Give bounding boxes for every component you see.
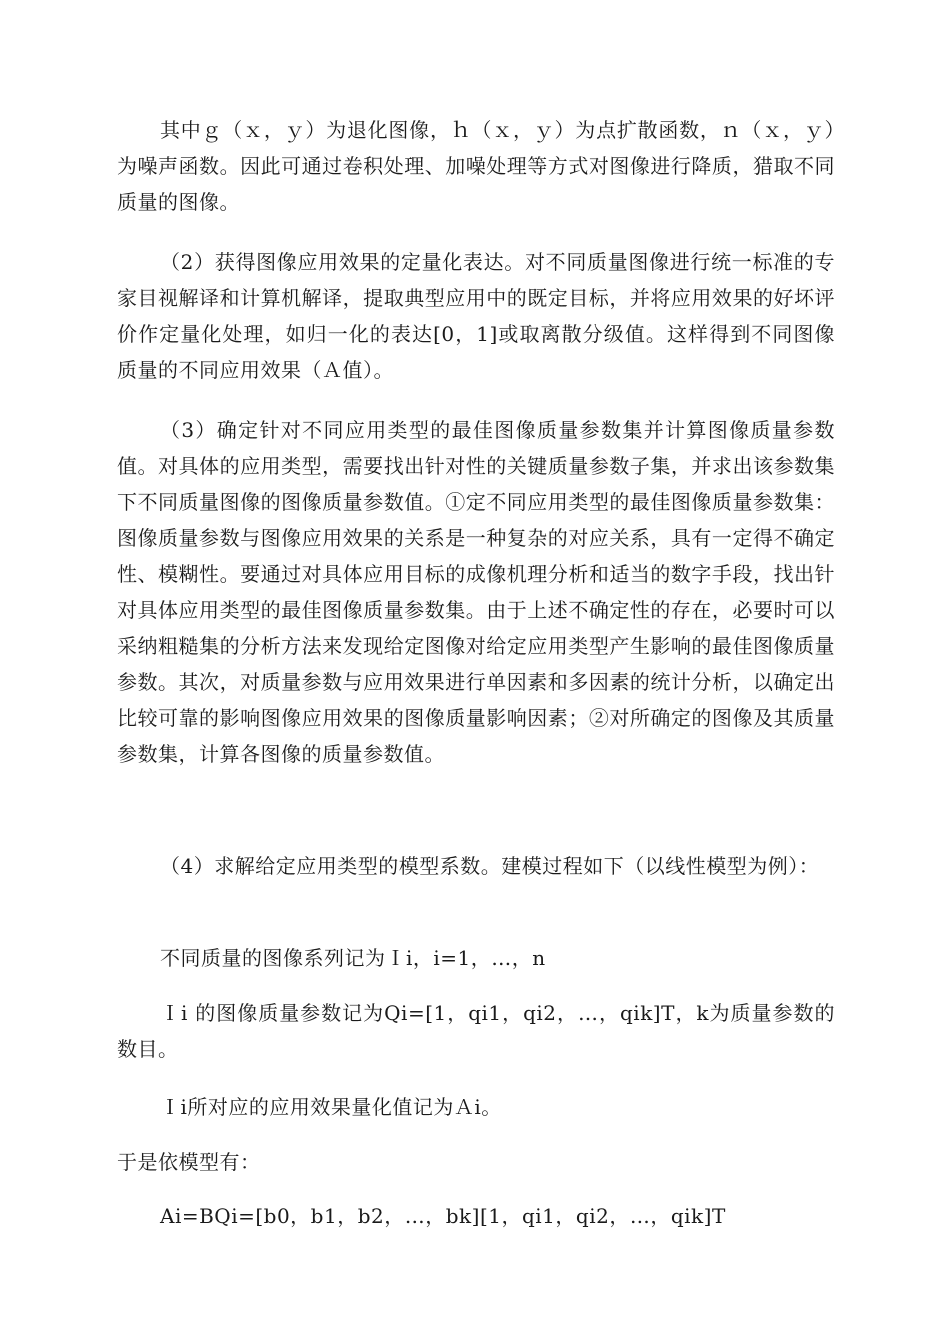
paragraph-quality-params: Ｉi 的图像质量参数记为Qi=[1，qi1，qi2，…，qik]T，k为质量参数的数目。 — [117, 1001, 835, 1061]
paragraph-step-2: （2）获得图像应用效果的定量化表达。对不同质量图像进行统一标准的专家目视解译和计算机解译，提取典型应用中的既定目标，并将应用效果的好坏评价作定量化处理，如归一化的表达[0，1]或取离散分级值。这样得到不同图像质量的不同应用效果（Ａ值）。 — [117, 250, 835, 382]
paragraph-step-3: （3）确定针对不同应用类型的最佳图像质量参数集并计算图像质量参数值。对具体的应用类型，需要找出针对性的关键质量参数子集，并求出该参数集下不同质量图像的图像质量参数值。①定不同应用类型的最佳图像质量参数集：图像质量参数与图像应用效果的关系是一种复杂的对应关系，具有一定得不确定性、模糊性。要通过对具体应用目标的成像机理分析和适当的数字手段，找出针对具体应用类型的最佳图像质量参数集。由于上述不确定性的存在，必要时可以采纳粗糙集的分析方法来发现给定图像对给定应用类型产生影响的最佳图像质量参数。其次，对质量参数与应用效果进行单因素和多因素的统计分析，以确定出比较可靠的影响图像应用效果的图像质量影响因素；②对所确定的图像及其质量参数集，计算各图像的质量参数值。 — [117, 418, 835, 766]
paragraph-application-value: Ｉi所对应的应用效果量化值记为Ａi。 — [160, 1095, 502, 1119]
paragraph-step-4: （4）求解给定应用类型的模型系数。建模过程如下（以线性模型为例）： — [160, 854, 820, 878]
paragraph-degradation-description: 其中ｇ（ｘ，ｙ）为退化图像，ｈ（ｘ，ｙ）为点扩散函数，ｎ（ｘ，ｙ）为噪声函数。因此可通过卷积处理、加噪处理等方式对图像进行降质，猎取不同质量的图像。 — [117, 118, 835, 214]
paragraph-model-intro: 于是依模型有： — [117, 1150, 261, 1174]
paragraph-image-series: 不同质量的图像系列记为Ｉi，i=1，…，n — [160, 946, 546, 970]
model-formula: Ai=BQi=[b0，b1，b2，…，bk][1，qi1，qi2，…，qik]T — [160, 1204, 726, 1228]
